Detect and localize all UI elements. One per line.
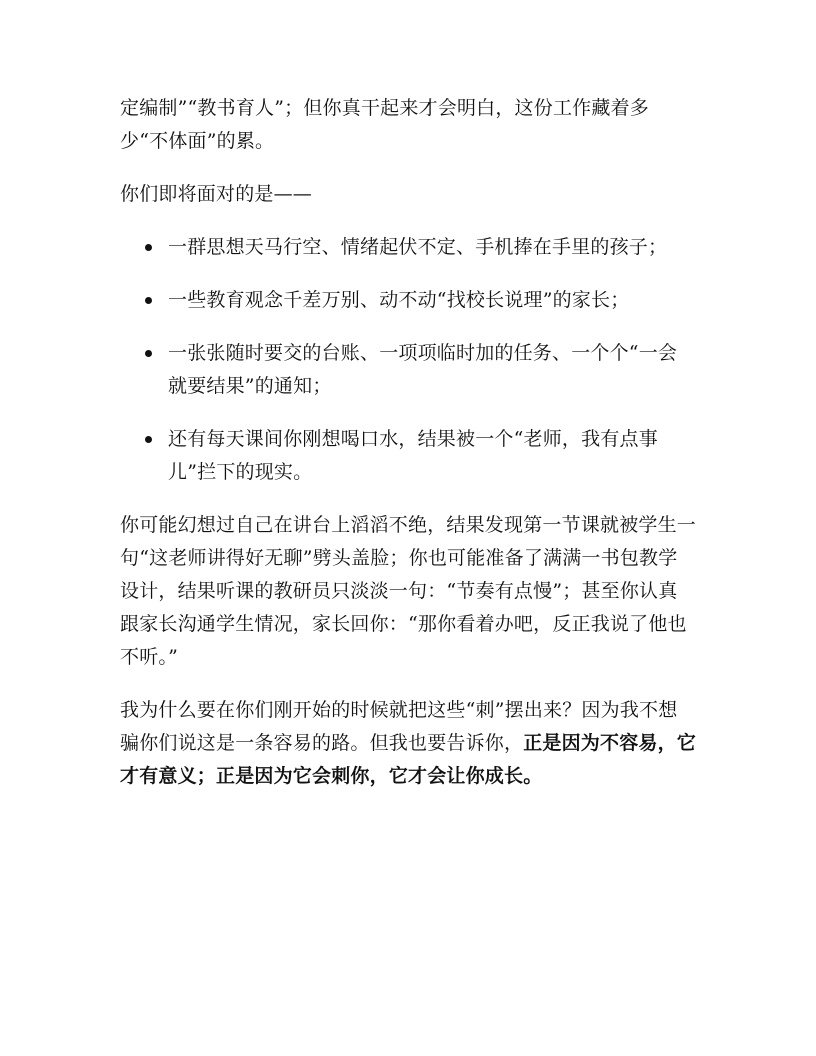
bullet-item-2 [120, 284, 696, 317]
paragraph-intro-end [120, 92, 696, 158]
paragraph-fantasy-text: 你可能幻想过自己在讲台上滔滔不绝，结果发现第一节课就被学生一句“这老师讲得好无聊”劈头盖脸；你也可能准备了满满一书包教学设计，结果听课的教研员只淡淡一句：“节奏有点慢”；甚至你认真跟家长沟通学生情况，家长回你：“那你看着办吧，反正我说了他也不听。” [120, 514, 697, 668]
paragraph-thorn-plain-text: 我为什么要在你们刚开始的时候就把这些“刺”摆出来？因为我不想骗你们说这是一条容易的路。但我也要告诉你， [120, 699, 678, 754]
paragraph-thorn [120, 694, 696, 793]
paragraph-intro-end-text: 定编制”“教书育人”；但你真干起来才会明白，这份工作藏着多少“不体面”的累。 [120, 97, 649, 152]
paragraph-lead [120, 178, 696, 211]
bullet-dot-icon [145, 350, 152, 357]
paragraph-thorn-bold-text: 正是因为不容易，它才有意义；正是因为它会刺你，它才会让你成长。 [120, 732, 697, 787]
bullet-text-1: 一群思想天马行空、情绪起伏不定、手机捧在手里的孩子； [168, 236, 668, 258]
bullet-list [120, 231, 696, 489]
bullet-text-3: 一张张随时要交的台账、一项项临时加的任务、一个个“一会就要结果”的通知； [168, 342, 678, 397]
bullet-text-2: 一些教育观念千差万别、动不动“找校长说理”的家长； [168, 289, 630, 311]
bullet-dot-icon [145, 436, 152, 443]
bullet-dot-icon [145, 297, 152, 304]
bullet-item-1 [120, 231, 696, 264]
bullet-text-4: 还有每天课间你刚想喝口水，结果被一个“老师，我有点事儿”拦下的现实。 [168, 428, 658, 483]
bullet-dot-icon [145, 244, 152, 251]
bullet-item-4 [120, 423, 696, 489]
document-page [120, 92, 696, 813]
paragraph-lead-text: 你们即将面对的是—— [120, 183, 313, 205]
paragraph-fantasy [120, 509, 696, 674]
bullet-item-3 [120, 337, 696, 403]
